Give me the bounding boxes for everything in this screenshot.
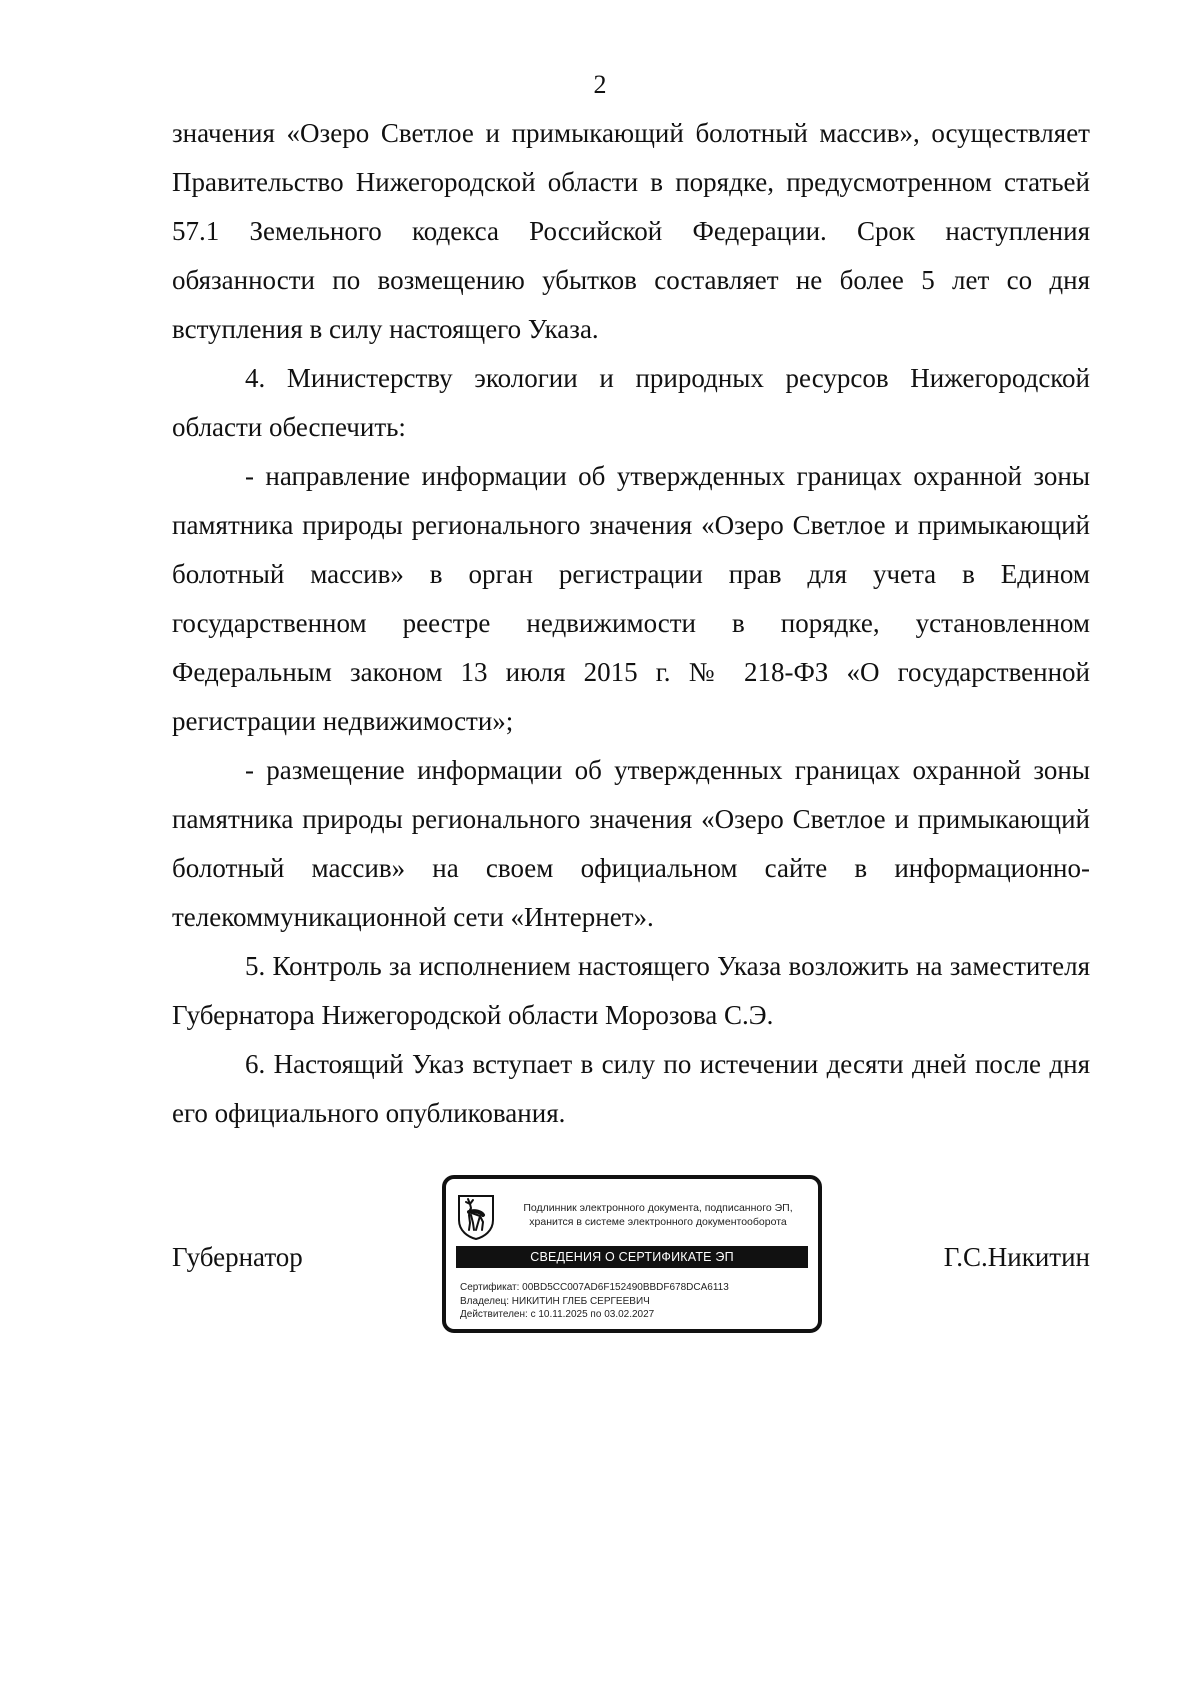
paragraph-continuation: значения «Озеро Светлое и примыкающий болотный массив», осуществляет Правительство Нижегородской области в порядке, предусмотренном статьей 57.1 Земельного кодекса Российской Федерации. Срок наступления обязанности по возмещению убытков составляет не более 5 лет со дня вступления в силу настоящего Указа.	[172, 118, 1090, 344]
electronic-signature-stamp	[442, 1175, 822, 1333]
signature-block	[172, 1175, 1090, 1345]
stamp-notice-line-1: Подлинник электронного документа, подписанного ЭП,	[523, 1202, 793, 1214]
signer-name: Г.С.Никитин	[943, 1242, 1090, 1272]
stamp-owner: Владелец: НИКИТИН ГЛЕБ СЕРГЕЕВИЧ	[460, 1295, 650, 1307]
paragraph-item-4: 4. Министерству экологии и природных ресурсов Нижегородской области обеспечить:	[172, 363, 1090, 442]
stamp-notice	[508, 1201, 808, 1229]
paragraph-subitem-registration: - направление информации об утвержденных границах охранной зоны памятника природы регионального значения «Озеро Светлое и примыкающий болотный массив» в орган регистрации прав для учета в Едином государственном реестре недвижимости в порядке, установленном Федеральным законом 13 июля 2015 г. № 218-ФЗ «О государственной регистрации недвижимости»;	[172, 461, 1090, 736]
stamp-certificate-number: Сертификат: 00BD5CC007AD6F152490BBDF678DCA6113	[460, 1282, 729, 1293]
stamp-certificate-header: СВЕДЕНИЯ О СЕРТИФИКАТЕ ЭП	[456, 1246, 808, 1268]
page-number: 2	[593, 70, 607, 99]
paragraph-item-5: 5. Контроль за исполнением настоящего Указа возложить на заместителя Губернатора Нижегородской области Морозова С.Э.	[172, 951, 1090, 1030]
deer-coat-of-arms-icon	[456, 1193, 496, 1241]
stamp-certificate-details	[460, 1281, 729, 1322]
signer-position: Губернатор	[172, 1242, 303, 1272]
stamp-notice-line-2: хранится в системе электронного документооборота	[529, 1216, 787, 1228]
document-body	[172, 109, 1090, 1138]
paragraph-subitem-publication: - размещение информации об утвержденных границах охранной зоны памятника природы регионального значения «Озеро Светлое и примыкающий болотный массив» на своем официальном сайте в информационно-телекоммуникационной сети «Интернет».	[172, 755, 1090, 932]
stamp-validity: Действителен: с 10.11.2025 по 03.02.2027	[460, 1309, 655, 1320]
paragraph-item-6: 6. Настоящий Указ вступает в силу по истечении десяти дней после дня его официального опубликования.	[172, 1049, 1090, 1128]
